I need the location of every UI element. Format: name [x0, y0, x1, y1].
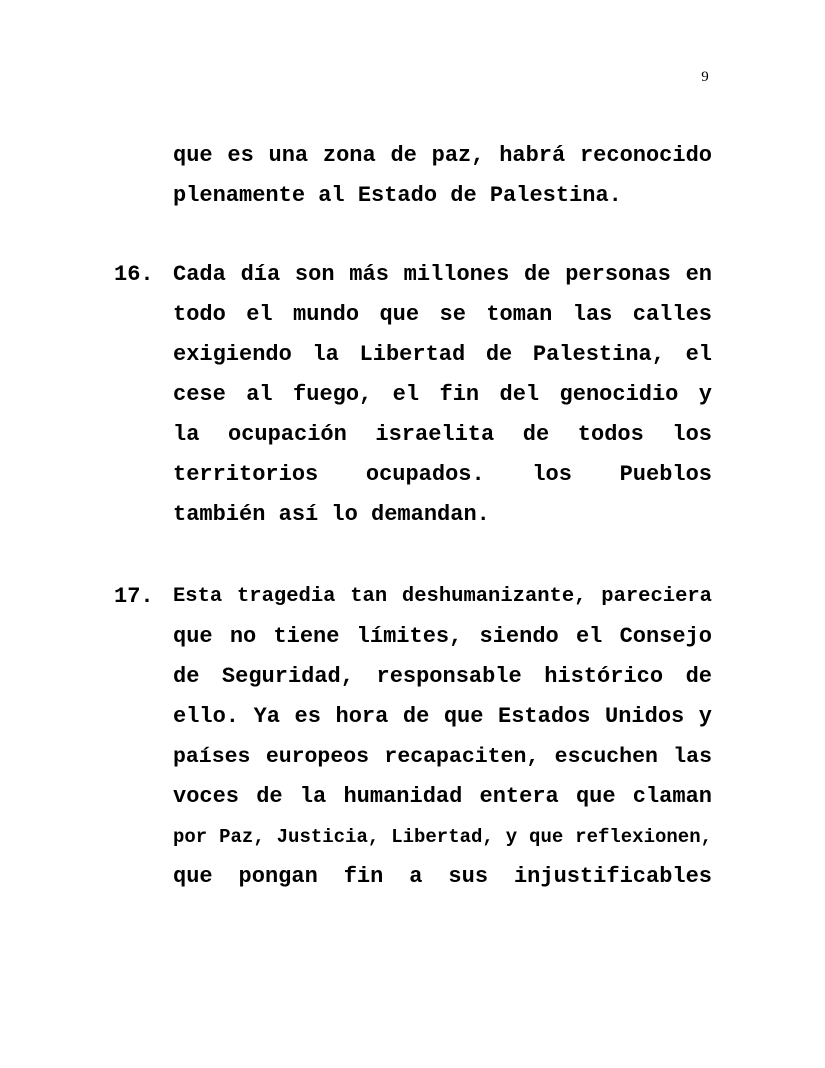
paragraph-line: ello. Ya es hora de que Estados Unidos y	[173, 704, 712, 729]
paragraph-line: voces de la humanidad entera que claman	[173, 784, 712, 809]
paragraph-line: todo el mundo que se toman las calles	[173, 302, 712, 327]
paragraph-line: territorios ocupados. los Pueblos	[173, 462, 712, 487]
paragraph-line: exigiendo la Libertad de Palestina, el	[173, 342, 712, 367]
paragraph-line: que pongan fin a sus injustificables	[173, 864, 712, 889]
paragraph-line: que es una zona de paz, habrá reconocido	[173, 143, 712, 168]
paragraph-number: 17.	[114, 584, 154, 609]
page-number: 9	[701, 69, 709, 85]
paragraph-line: plenamente al Estado de Palestina.	[173, 183, 622, 208]
paragraph-line: que no tiene límites, siendo el Consejo	[173, 624, 712, 649]
paragraph-line: por Paz, Justicia, Libertad, y que reflexionen,	[173, 826, 712, 848]
paragraph-line: Esta tragedia tan deshumanizante, pareciera	[173, 585, 712, 608]
paragraph-line: Cada día son más millones de personas en	[173, 262, 712, 287]
paragraph-line: también así lo demandan.	[173, 502, 490, 527]
paragraph-number: 16.	[114, 262, 154, 287]
paragraph-line: países europeos recapaciten, escuchen las	[173, 745, 712, 769]
paragraph-line: cese al fuego, el fin del genocidio y	[173, 382, 712, 407]
paragraph-line: la ocupación israelita de todos los	[173, 422, 712, 447]
paragraph-line: de Seguridad, responsable histórico de	[173, 664, 712, 689]
